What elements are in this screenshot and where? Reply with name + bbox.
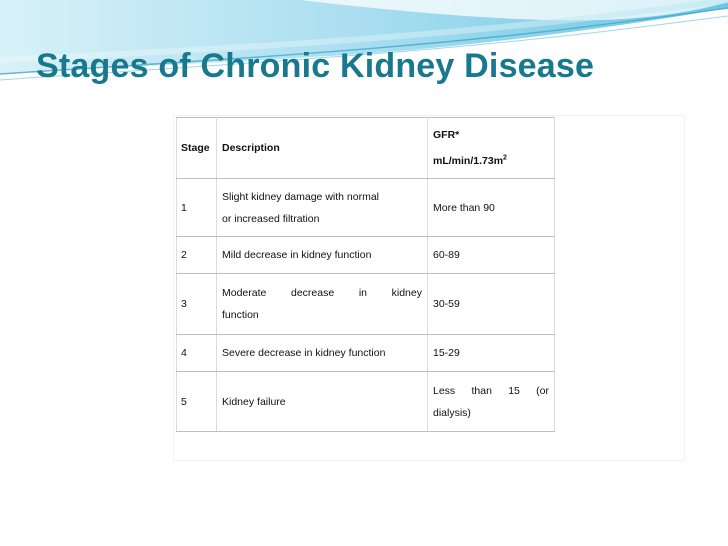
table-row (177, 237, 555, 274)
header-gfr-unit-sup: 2 (503, 154, 507, 162)
ckd-stages-table (176, 117, 555, 432)
row-description-line: or increased filtration (222, 212, 320, 225)
row-gfr: 15-29 (428, 335, 555, 372)
row-description: Mild decrease in kidney function (217, 237, 428, 274)
row-stage: 5 (177, 372, 217, 432)
row-description (217, 274, 428, 335)
header-gfr-unit-text: mL/min/1.73m (433, 155, 504, 167)
row-gfr (428, 372, 555, 432)
row-gfr: More than 90 (428, 179, 555, 237)
row-stage: 2 (177, 237, 217, 274)
header-gfr-unit (433, 150, 549, 172)
header-description: Description (217, 118, 428, 179)
header-gfr-label: GFR* (433, 129, 460, 141)
table-header-row (177, 118, 555, 179)
row-gfr: 60-89 (428, 237, 555, 274)
row-description: Kidney failure (217, 372, 428, 432)
table-row (177, 335, 555, 372)
row-stage: 4 (177, 335, 217, 372)
row-stage: 3 (177, 274, 217, 335)
header-stage: Stage (177, 118, 217, 179)
row-description-line: function (222, 309, 259, 321)
row-description: Severe decrease in kidney function (217, 335, 428, 372)
row-gfr-line: Less than 15 (or (433, 384, 549, 397)
table-row (177, 274, 555, 335)
row-description-line: Slight kidney damage with normal (222, 190, 379, 203)
table-row (177, 179, 555, 237)
slide-title: Stages of Chronic Kidney Disease (36, 47, 595, 85)
header-gfr (428, 118, 555, 179)
row-gfr: 30-59 (428, 274, 555, 335)
row-description-line: Moderate decrease in kidney (222, 287, 422, 299)
table-row (177, 372, 555, 432)
row-stage: 1 (177, 179, 217, 237)
row-gfr-line: dialysis) (433, 406, 471, 419)
row-description (217, 179, 428, 237)
